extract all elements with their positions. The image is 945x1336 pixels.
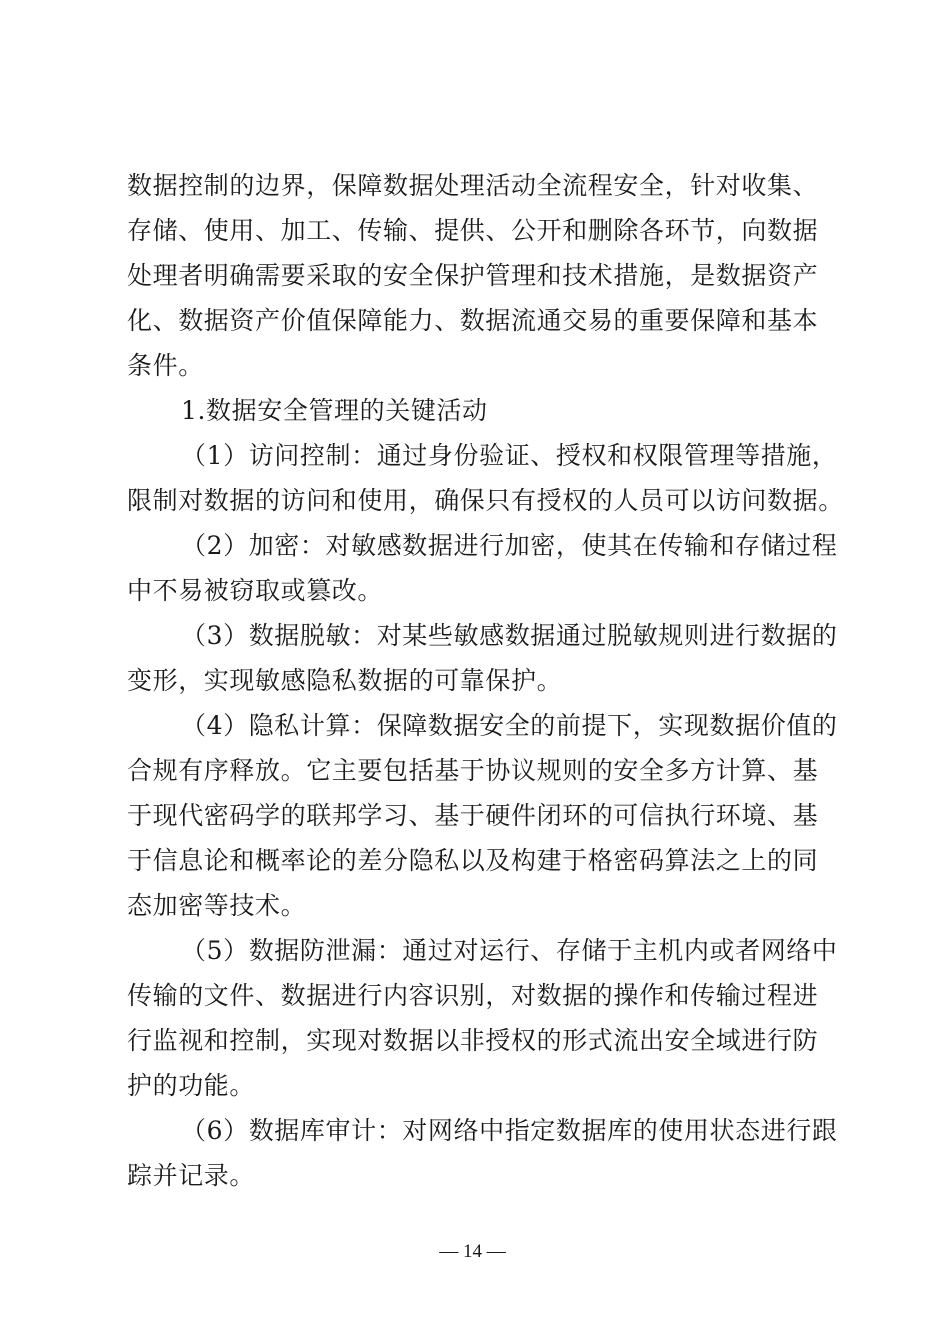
text-line: 传输的文件、数据进行内容识别，对数据的操作和传输过程进	[127, 981, 819, 1010]
text-line: （5）数据防泄漏：通过对运行、存储于主机内或者网络中	[181, 936, 838, 965]
text-line: 处理者明确需要采取的安全保护管理和技术措施，是数据资产	[127, 261, 819, 290]
text-line: （6）数据库审计：对网络中指定数据库的使用状态进行跟	[181, 1116, 838, 1145]
page-number: — 14 —	[439, 1241, 506, 1262]
text-line: 限制对数据的访问和使用，确保只有授权的人员可以访问数据。	[127, 486, 844, 515]
text-line: （1）访问控制：通过身份验证、授权和权限管理等措施，	[181, 441, 838, 470]
text-line: 护的功能。	[127, 1071, 256, 1100]
text-line: 中不易被窃取或篡改。	[127, 576, 384, 605]
text-line: 化、数据资产价值保障能力、数据流通交易的重要保障和基本	[127, 306, 819, 335]
text-line: （4）隐私计算：保障数据安全的前提下，实现数据价值的	[181, 711, 838, 740]
text-line: 于现代密码学的联邦学习、基于硬件闭环的可信执行环境、基	[127, 801, 819, 830]
text-line: 态加密等技术。	[127, 891, 307, 920]
text-line: 存储、使用、加工、传输、提供、公开和删除各环节，向数据	[127, 216, 819, 245]
text-line: 于信息论和概率论的差分隐私以及构建于格密码算法之上的同	[127, 846, 819, 875]
text-line: 条件。	[127, 351, 204, 380]
text-line: （3）数据脱敏：对某些敏感数据通过脱敏规则进行数据的	[181, 621, 838, 650]
text-line: 变形，实现敏感隐私数据的可靠保护。	[127, 666, 563, 695]
text-line: 合规有序释放。它主要包括基于协议规则的安全多方计算、基	[127, 756, 819, 785]
text-line: 踪并记录。	[127, 1161, 256, 1190]
text-line: （2）加密：对敏感数据进行加密，使其在传输和存储过程	[181, 531, 838, 560]
text-line: 行监视和控制，实现对数据以非授权的形式流出安全域进行防	[127, 1026, 819, 1055]
text-line: 数据控制的边界，保障数据处理活动全流程安全，针对收集、	[127, 171, 819, 200]
section-heading: 1.数据安全管理的关键活动	[181, 396, 488, 425]
